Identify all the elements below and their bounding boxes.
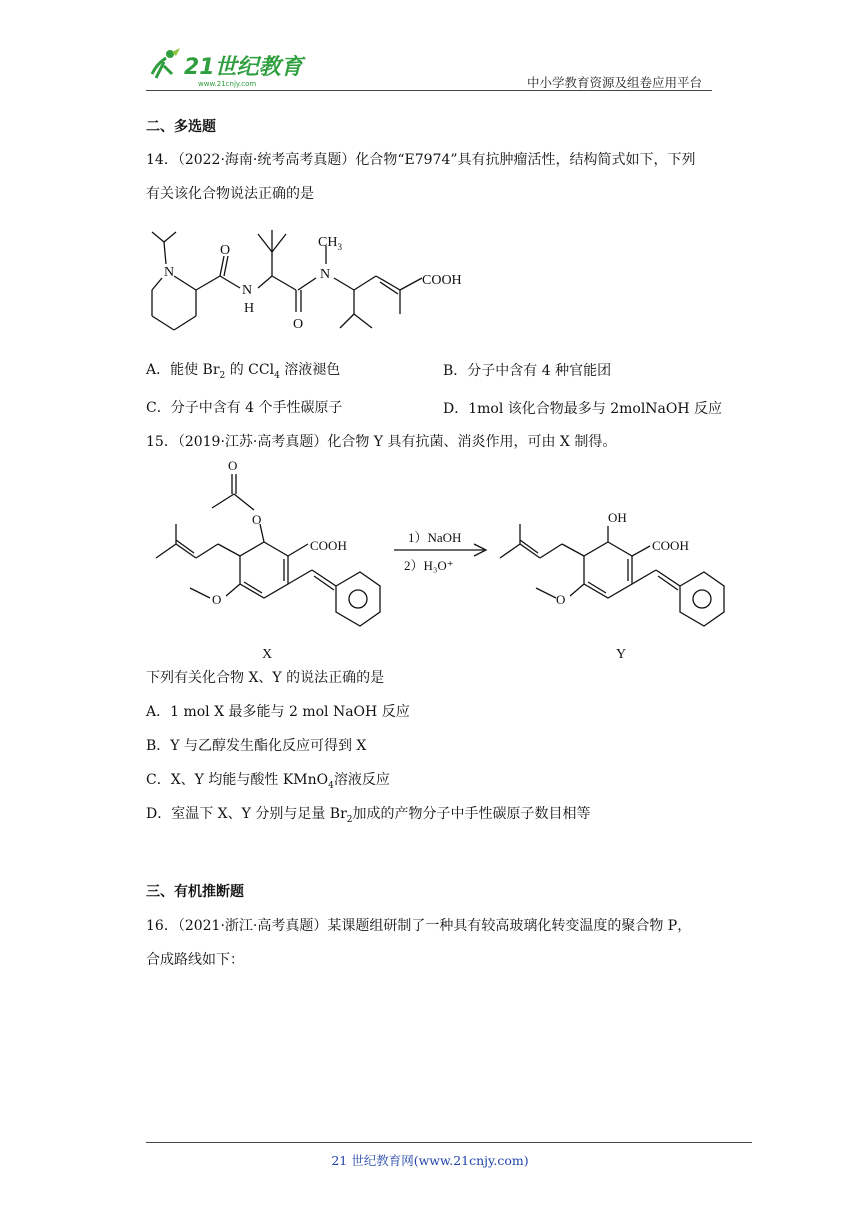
q15-x-o-me: O <box>212 592 222 607</box>
q14-stem-line2: 有关该化合物说法正确的是 <box>146 186 314 202</box>
q14-stem-line1: 14．（2022·海南·统考高考真题）化合物“E7974”具有抗肿瘤活性，结构简式如下，下列 <box>146 152 696 168</box>
footer-link[interactable]: 21 世纪教育网(www.21cnjy.com) <box>331 1153 529 1168</box>
q14-cooh: COOH <box>422 273 462 288</box>
q16-stem-line2: 合成路线如下： <box>146 952 244 968</box>
q14-n1: N <box>164 265 175 280</box>
section-title-2: 二、多选题 <box>146 119 216 135</box>
q14-nh-n: N <box>242 283 253 298</box>
section-title-3: 三、有机推断题 <box>146 884 244 900</box>
q15-option-c[interactable]: C．X、Y 均能与酸性 KMnO$_4$溶液反应 <box>146 772 390 791</box>
q16-stem-line1: 16．（2021·浙江·高考真题）某课题组研制了一种具有较高玻璃化转变温度的聚合物 P， <box>146 918 692 934</box>
q14-n2: N <box>320 267 331 282</box>
q14-option-a[interactable]: A．能使 $Br_2$ 的 CCl$_4$ 溶液褪色 <box>146 362 341 381</box>
q14-option-b[interactable]: B．分子中含有 4 种官能团 <box>443 363 612 379</box>
q14-option-c[interactable]: C．分子中含有 4 个手性碳原子 <box>146 400 343 416</box>
site-logo <box>146 44 306 90</box>
runner-icon <box>152 48 180 78</box>
q15-x-cooh: COOH <box>310 538 347 553</box>
q15-y-o-me: O <box>556 592 566 607</box>
q15-label-y: Y <box>616 647 627 662</box>
q14-option-d[interactable]: D．1mol 该化合物最多与 2molNaOH 反应 <box>443 401 723 417</box>
q15-step1: 1）NaOH <box>408 530 462 545</box>
logo-text: 21世纪教育 <box>184 55 303 80</box>
q15-y-cooh: COOH <box>652 538 689 553</box>
platform-label: 中小学教育资源及组卷应用平台 <box>527 75 703 90</box>
q15-reaction-scheme <box>146 458 746 668</box>
q14-nh-h: H <box>244 301 255 316</box>
q15-option-d[interactable]: D．室温下 X、Y 分别与足量 $Br_2$加成的产物分子中手性碳原子数目相等 <box>146 806 591 825</box>
q15-y-oh: OH <box>608 510 627 525</box>
q15-x-o-ester: O <box>252 512 262 527</box>
q14-structure <box>140 212 480 342</box>
q14-ch3: $CH_3$ <box>318 235 342 252</box>
q15-option-b[interactable]: B．Y 与乙醇发生酯化反应可得到 X <box>146 738 367 754</box>
q14-o2: O <box>293 317 304 332</box>
q15-stem: 15．（2019·江苏·高考真题）化合物 Y 具有抗菌、消炎作用，可由 X 制得。 <box>146 434 617 450</box>
logo-url: www.21cnjy.com <box>198 80 257 88</box>
footer-divider <box>146 1142 752 1143</box>
q14-o1: O <box>220 243 231 258</box>
q15-step2: 2）H₃O⁺ <box>404 558 454 573</box>
q15-lead: 下列有关化合物 X、Y 的说法正确的是 <box>146 670 385 686</box>
header-divider <box>146 90 712 91</box>
q15-option-a[interactable]: A．1 mol X 最多能与 2 mol NaOH 反应 <box>146 704 410 720</box>
q15-label-x: X <box>262 647 273 662</box>
q15-x-o-top: O <box>228 458 238 473</box>
